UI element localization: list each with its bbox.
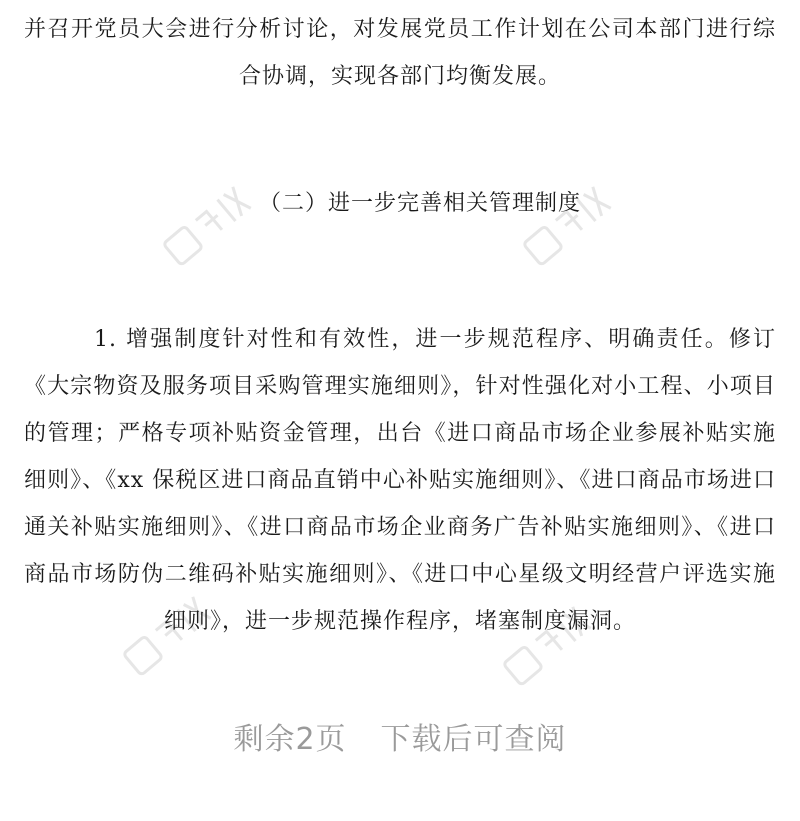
section-heading: （二）进一步完善相关管理制度 bbox=[258, 191, 581, 216]
remaining-pages-label: 剩余2页 bbox=[233, 722, 347, 757]
remaining-pages-notice[interactable] bbox=[0, 718, 800, 762]
download-hint-label: 下载后可查阅 bbox=[380, 722, 567, 757]
body-paragraph-2: 1. 增强制度针对性和有效性，进一步规范程序、明确责任。修订《大宗物资及服务项目采购管理实施细则》，针对性强化对小工程、小项目的管理；严格专项补贴资金管理，出台《进口商品市场企业参展补贴实施细则》、《xx 保税区进口商品直销中心补贴实施细则》、《进口商品市场进口通关补贴实施细则》、《进口商品市场企业商务广告补贴实施细则》、《进口商品市场防伪二维码补贴实施细则》、《进口中心星级文明经营户评选实施细则》，进一步规范操作程序，堵塞制度漏洞。 bbox=[24, 327, 776, 634]
body-paragraph-1: 并召开党员大会进行分析讨论，对发展党员工作计划在公司本部门进行综合协调，实现各部门均衡发展。 bbox=[24, 17, 776, 89]
